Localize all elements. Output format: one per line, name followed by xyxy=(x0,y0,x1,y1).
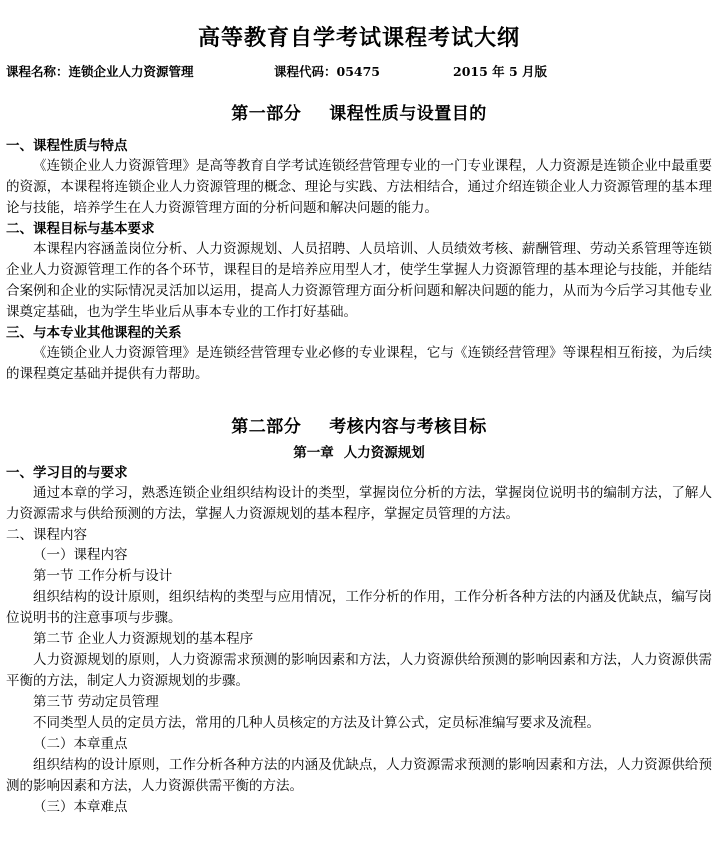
difficulties-heading: （三）本章难点 xyxy=(33,799,128,815)
subsection-paragraph: 人力资源规划的原则，人力资源需求预测的影响因素和方法，人力资源供给预测的影响因素和方法，人力资源供需平衡的方法，制定人力资源规划的步骤。 xyxy=(6,652,712,689)
section-heading: 一、课程性质与特点 xyxy=(6,138,128,154)
section-paragraph: 本课程内容涵盖岗位分析、人力资源规划、人员招聘、人员培训、人员绩效考核、薪酬管理、劳动关系管理等连锁企业人力资源管理工作的各个环节，课程目的是培养应用型人才，使学生掌握人力资源管理的基本理论与技能，并能结合案例和企业的实际情况灵活加以运用，提高人力资源管理方面分析问题和解决问题的能力，从而为今后学习其他专业课奠定基础，也为学生毕业后从事本专业的工作打好基础。 xyxy=(6,241,712,320)
part1-label: 第一部分 xyxy=(231,104,302,124)
content-subheading: （一）课程内容 xyxy=(33,547,128,563)
goal-heading: 一、学习目的与要求 xyxy=(6,465,128,481)
key-points-heading: （二）本章重点 xyxy=(33,736,128,752)
part2-title xyxy=(6,415,712,439)
part1-title xyxy=(6,102,712,126)
part2-label: 第二部分 xyxy=(231,417,302,437)
section-paragraph: 《连锁企业人力资源管理》是连锁经营管理专业必修的专业课程，它与《连锁经营管理》等课程相互衔接，为后续的课程奠定基础并提供有力帮助。 xyxy=(6,345,712,382)
content-heading: 二、课程内容 xyxy=(6,527,87,543)
subsection-paragraph: 组织结构的设计原则，组织结构的类型与应用情况，工作分析的作用，工作分析各种方法的内涵及优缺点，编写岗位说明书的注意事项与步骤。 xyxy=(6,589,712,626)
part1-heading: 课程性质与设置目的 xyxy=(329,104,487,124)
goal-paragraph: 通过本章的学习，熟悉连锁企业组织结构设计的类型，掌握岗位分析的方法，掌握岗位说明书的编制方法，了解人力资源需求与供给预测的方法，掌握人力资源规划的基本程序，掌握定员管理的方法。 xyxy=(6,485,712,522)
subsection-title: 第二节 企业人力资源规划的基本程序 xyxy=(33,631,254,647)
chapter-label: 第一章 xyxy=(293,445,334,461)
section-heading: 二、课程目标与基本要求 xyxy=(6,221,155,237)
section-heading: 三、与本专业其他课程的关系 xyxy=(6,325,182,341)
document-title: 高等教育自学考试课程考试大纲 xyxy=(197,25,520,51)
subsection-title: 第一节 工作分析与设计 xyxy=(33,568,173,584)
part2-heading: 考核内容与考核目标 xyxy=(329,417,487,437)
chapter-heading: 人力资源规划 xyxy=(343,445,425,461)
subsection-paragraph: 不同类型人员的定员方法，常用的几种人员核定的方法及计算公式，定员标准编写要求及流程。 xyxy=(33,715,600,731)
key-points-paragraph: 组织结构的设计原则，工作分析各种方法的内涵及优缺点，人力资源需求预测的影响因素和方法，人力资源供给预测的影响因素和方法，人力资源供需平衡的方法。 xyxy=(6,757,712,794)
part1-body xyxy=(6,136,712,385)
subsection-title: 第三节 劳动定员管理 xyxy=(33,694,159,710)
section-paragraph: 《连锁企业人力资源管理》是高等教育自学考试连锁经营管理专业的一门专业课程，人力资源是连锁企业中最重要的资源，本课程将连锁企业人力资源管理的概念、理论与实践、方法相结合，通过介绍连锁企业人力资源管理的基本理论与技能，培养学生在人力资源管理方面的分析问题和解决问题的能力。 xyxy=(6,158,712,216)
course-name: 课程名称：连锁企业人力资源管理 xyxy=(6,64,194,79)
chapter-title xyxy=(6,443,712,463)
course-version: 2015 年 5 月版 xyxy=(453,64,548,79)
course-meta-line xyxy=(6,62,712,82)
course-code: 课程代码：05475 xyxy=(274,64,380,79)
part2-body xyxy=(6,463,712,818)
